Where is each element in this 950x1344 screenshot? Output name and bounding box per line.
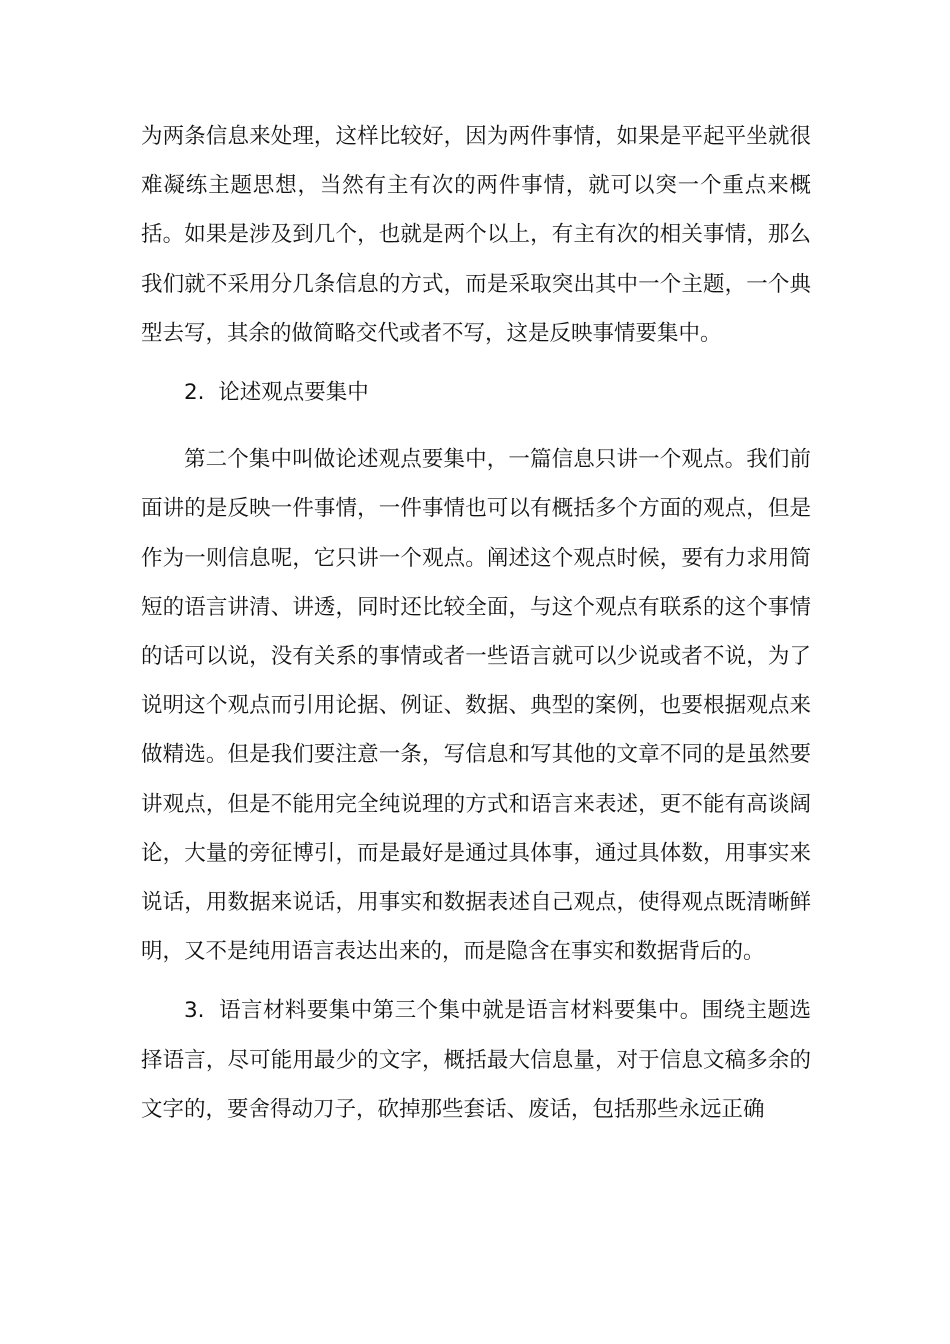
item-text: 语言材料要集中第三个集中就是语言材料要集中。围绕主题选择语言，尽可能用最少的文字，概括最大信息量，对于信息文稿多余的文字的，要舍得动刀子，砍掉那些套话、废话，包括那些永远正确 <box>141 998 811 1122</box>
list-item-3 <box>141 986 811 1134</box>
item-number: 3. <box>184 998 205 1024</box>
paragraph-continuation: 为两条信息来处理，这样比较好，因为两件事情，如果是平起平坐就很难凝练主题思想，当然有主有次的两件事情，就可以突一个重点来概括。如果是涉及到几个，也就是两个以上，有主有次的相关事情，那么我们就不采用分几条信息的方式，而是采取突出其中一个主题，一个典型去写，其余的做简略交代或者不写，这是反映事情要集中。 <box>141 124 811 346</box>
document-body <box>141 112 811 1134</box>
paragraph-viewpoint: 第二个集中叫做论述观点要集中，一篇信息只讲一个观点。我们前面讲的是反映一件事情，一件事情也可以有概括多个方面的观点，但是作为一则信息呢，它只讲一个观点。阐述这个观点时候，要有力求用简短的语言讲清、讲透，同时还比较全面，与这个观点有联系的这个事情的话可以说，没有关系的事情或者一些语言就可以少说或者不说，为了说明这个观点而引用论据、例证、数据、典型的案例，也要根据观点来做精选。但是我们要注意一条，写信息和写其他的文章不同的是虽然要讲观点，但是不能用完全纯说理的方式和语言来表述，更不能有高谈阔论，大量的旁征博引，而是最好是通过具体事，通过具体数，用事实来说话，用数据来说话，用事实和数据表述自己观点，使得观点既清晰鲜明，又不是纯用语言表达出来的，而是隐含在事实和数据背后的。 <box>141 447 811 965</box>
heading-number: 2. <box>184 380 205 406</box>
section-heading-2 <box>141 368 811 417</box>
heading-text: 论述观点要集中 <box>218 380 369 406</box>
